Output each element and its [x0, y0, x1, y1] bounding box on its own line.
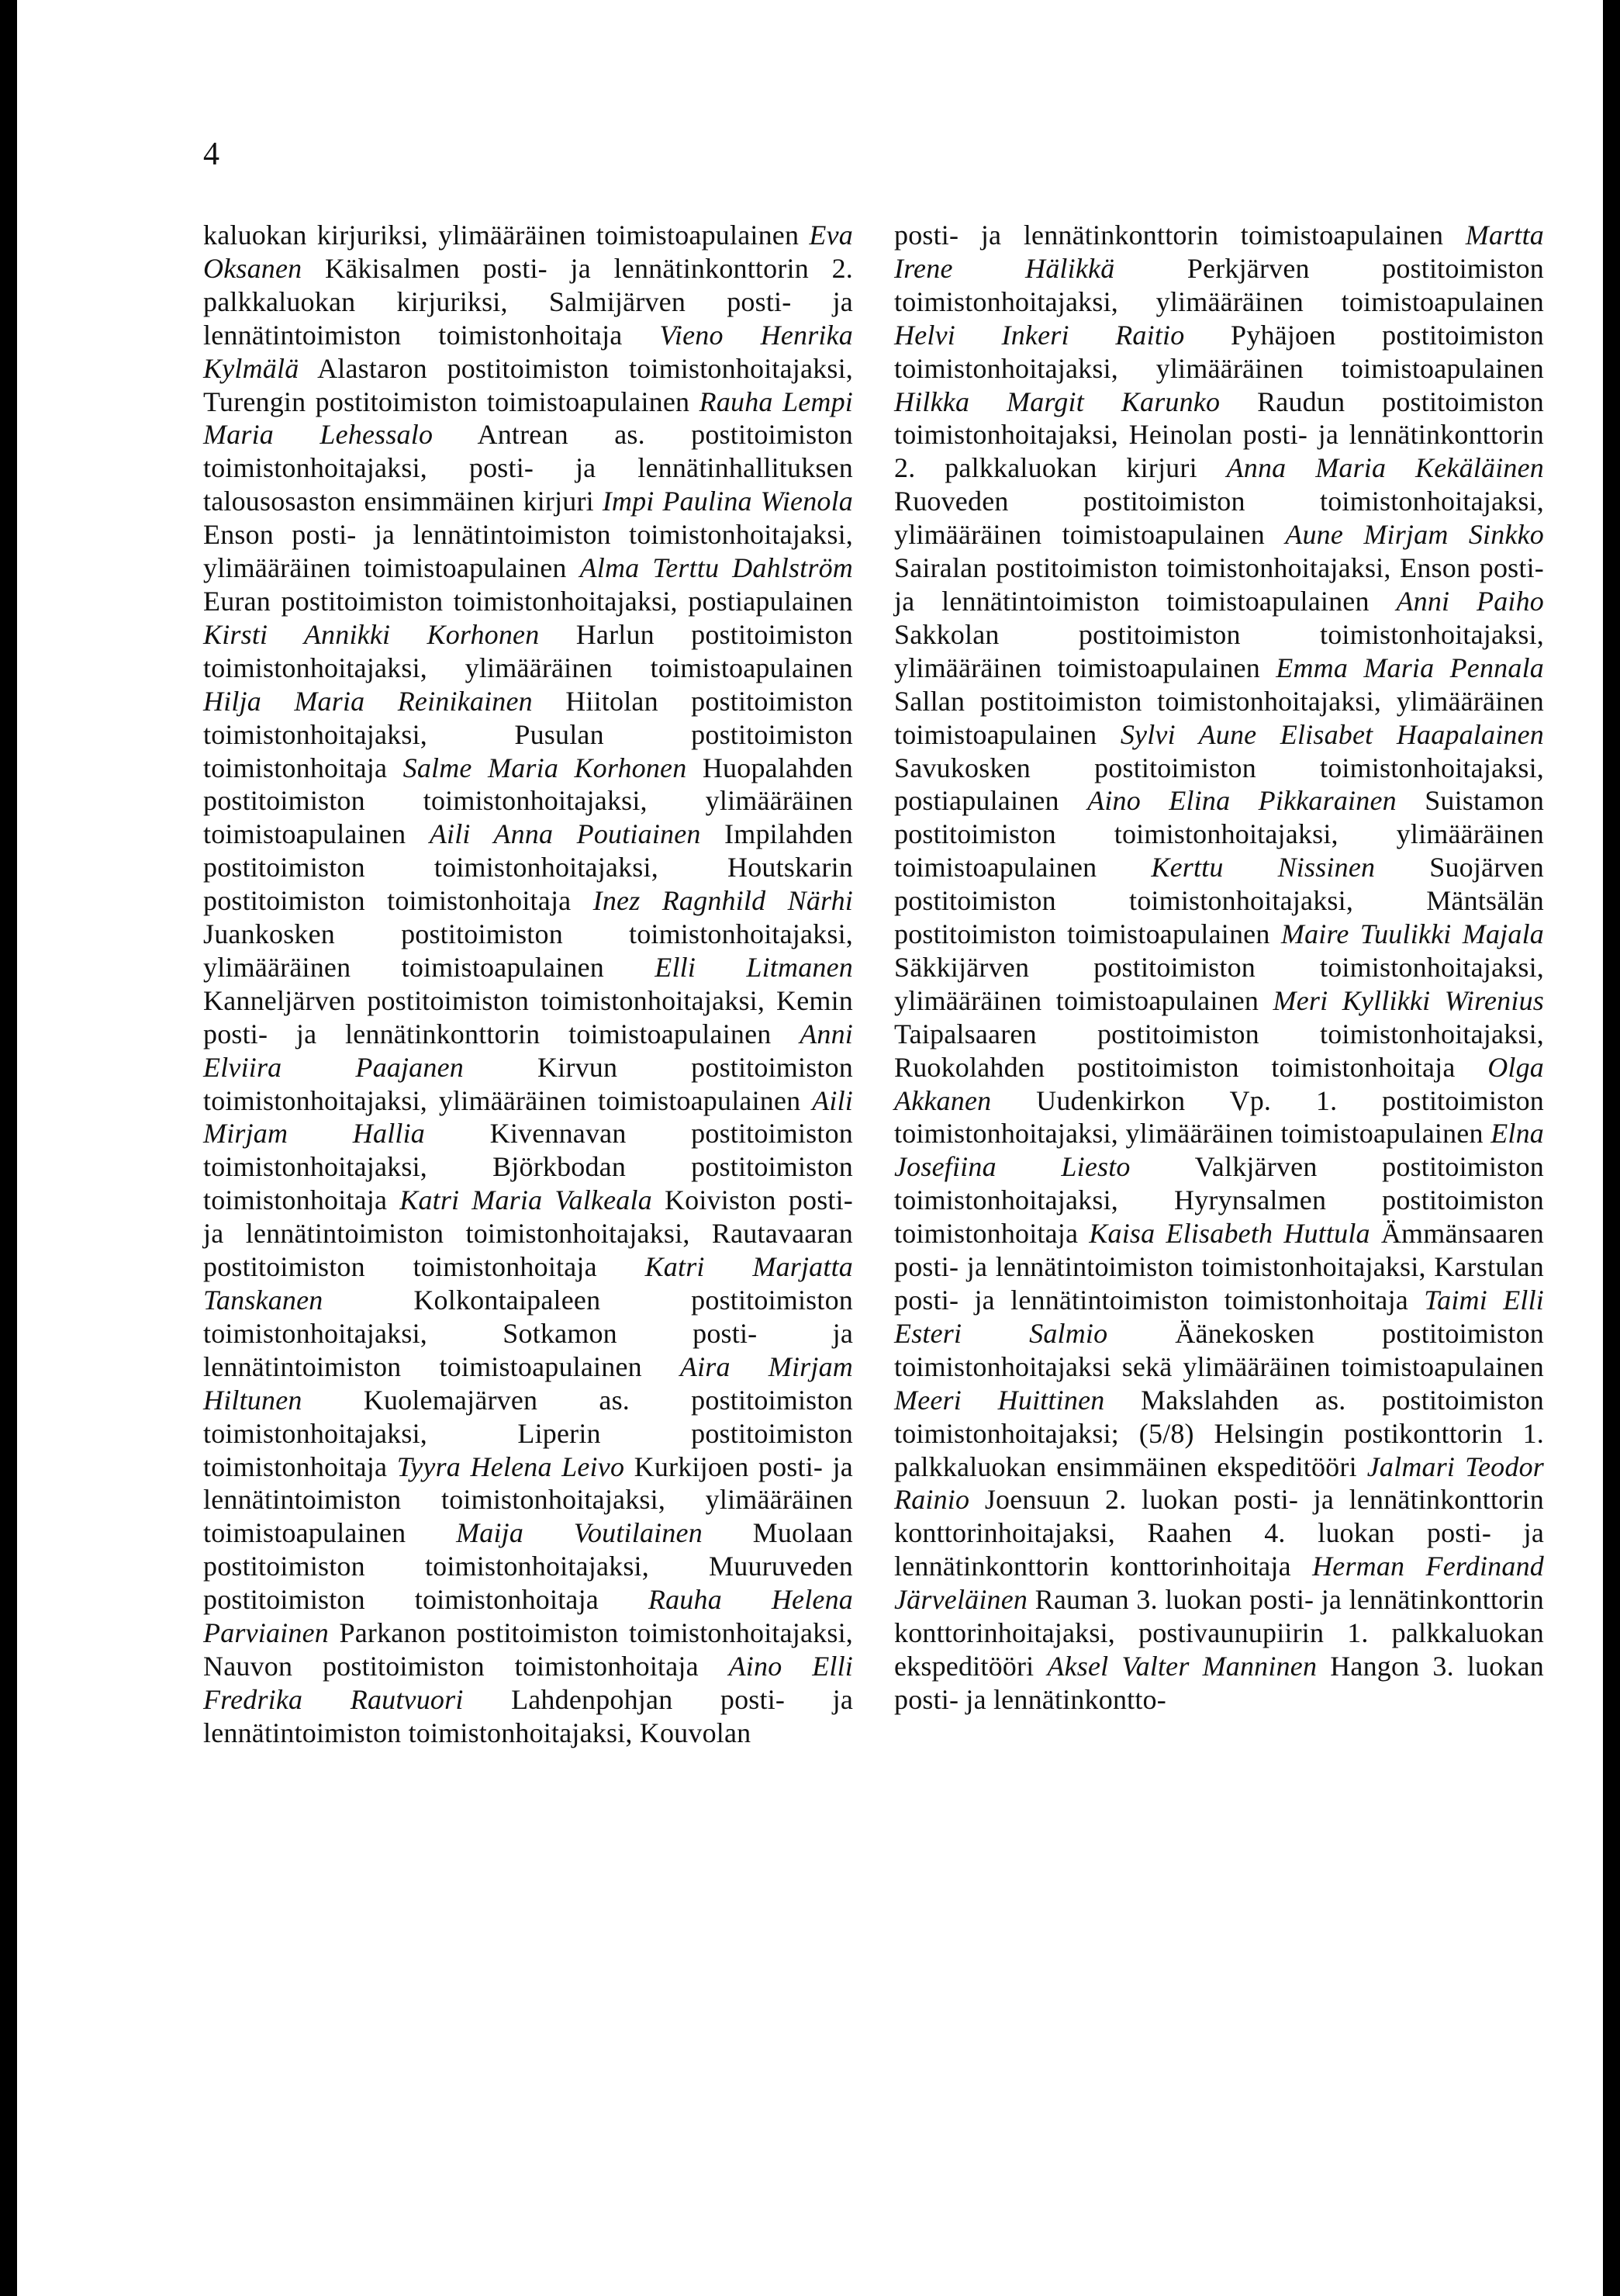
person-name: Aino Elina Pikkarainen	[1087, 785, 1397, 817]
text-run: Ämmänsaaren posti- ja lennätintoimiston toimistonhoitajaksi, Karstulan posti- ja lennätintoimiston toimistonhoitaja	[894, 1218, 1544, 1316]
person-name: Olga Akkanen	[894, 1051, 1544, 1116]
text-column-right	[894, 219, 1544, 1717]
text-run: Valkjärven postitoimiston toimistonhoitajaksi, Hyrynsalmen postitoimiston toimistonhoitaja	[894, 1151, 1544, 1250]
text-run: Muolaan postitoimiston toimistonhoitajaksi, Muuruveden postitoimiston toimistonhoitaja	[203, 1517, 853, 1616]
text-run: Pyhäjoen postitoimiston toimistonhoitajaksi, ylimääräinen toimistoapulainen	[894, 319, 1544, 384]
person-name: Tyyra Helena Leivo	[396, 1451, 625, 1482]
text-run: Antrean as. postitoimiston toimistonhoitajaksi, posti- ja lennätinhallituksen talousosaston ensimmäinen kirjuri	[203, 419, 853, 517]
person-name: Aili Anna Poutiainen	[429, 818, 701, 850]
person-name: Herman Ferdinand Järveläinen	[894, 1551, 1544, 1616]
person-name: Emma Maria Pennala	[1276, 652, 1544, 683]
person-name: Jalmari Teodor Rainio	[894, 1451, 1544, 1516]
text-run: Kivennavan postitoimiston toimistonhoitajaksi, Björkbodan postitoimiston toimistonhoitaja	[203, 1118, 853, 1216]
person-name: Eva Oksanen	[203, 220, 853, 284]
text-run: Makslahden as. postitoimiston toimistonhoitajaksi; (5/8) Helsingin postikonttorin 1. palkkaluokan ensimmäinen ekspeditööri	[894, 1384, 1544, 1482]
text-run: Rauman 3. luokan posti- ja lennätinkonttorin konttorinhoitajaksi, postivaunupiirin 1. palkkaluokan ekspeditööri	[894, 1584, 1544, 1682]
page-edge-right	[1603, 0, 1620, 2296]
person-name: Impi Paulina Wienola	[602, 486, 854, 517]
person-name: Martta Irene Hälikkä	[894, 220, 1544, 284]
person-name: Rauha Helena Parviainen	[203, 1584, 853, 1649]
text-run: Euran postitoimiston toimistonhoitajaksi, postiapulainen	[203, 585, 853, 617]
text-run: Perkjärven postitoimiston toimistonhoitajaksi, ylimääräinen toimistoapulainen	[894, 252, 1545, 317]
person-name: Hilja Maria Reinikainen	[203, 685, 533, 717]
person-name: Alma Terttu Dahlström	[579, 552, 853, 584]
text-run: Äänekosken postitoimiston toimistonhoitajaksi sekä ylimääräinen toimistoapulainen	[894, 1317, 1544, 1382]
text-run: Ruoveden postitoimiston toimistonhoitajaksi, ylimääräinen toimistoapulainen	[894, 486, 1544, 551]
text-run: Savukosken postitoimiston toimistonhoitajaksi, postiapulainen	[894, 752, 1544, 817]
text-run: posti- ja lennätinkonttorin toimistoapulainen	[894, 220, 1466, 251]
person-name: Kirsti Annikki Korhonen	[203, 618, 540, 650]
person-name: Vieno Henrika Kylmälä	[203, 319, 853, 384]
text-run: Suojärven postitoimiston toimistonhoitajaksi, Mäntsälän postitoimiston toimistoapulainen	[894, 852, 1544, 950]
text-run: Taipalsaaren postitoimiston toimistonhoitajaksi, Ruokolahden postitoimiston toimistonhoitaja	[894, 1018, 1544, 1083]
text-run: Huopalahden postitoimiston toimistonhoitajaksi, ylimääräinen toimistoapulainen	[203, 752, 853, 850]
text-run: Suistamon postitoimiston toimistonhoitajaksi, ylimääräinen toimistoapulainen	[894, 785, 1545, 883]
person-name: Anni Elviira Paajanen	[203, 1018, 853, 1083]
person-name: Katri Maria Valkeala	[399, 1184, 652, 1216]
text-run: Sairalan postitoimiston toimistonhoitajaksi, Enson posti- ja lennätintoimiston toimistoapulainen	[894, 552, 1544, 617]
text-run: Uudenkirkon Vp. 1. postitoimiston toimistonhoitajaksi, ylimääräinen toimistoapulainen	[894, 1084, 1544, 1150]
text-run: Sallan postitoimiston toimistonhoitajaksi, ylimääräinen toimistoapulainen	[894, 685, 1544, 750]
person-name: Katri Marjatta Tanskanen	[203, 1251, 853, 1316]
person-name: Aira Mirjam Hiltunen	[203, 1350, 853, 1416]
text-run: kaluokan kirjuriksi, ylimääräinen toimistoapulainen	[203, 220, 810, 251]
text-run: Joensuun 2. luokan posti- ja lennätinkonttorin konttorinhoitajaksi, Raahen 4. luokan posti- ja lennätinkonttorin konttorinhoitaja	[894, 1484, 1544, 1582]
page-edge-left	[0, 0, 17, 2296]
text-run: Hangon 3. luokan posti- ja lennätinkontto-	[894, 1650, 1545, 1715]
text-run: Enson posti- ja lennätintoimiston toimistonhoitajaksi, ylimääräinen toimistoapulainen	[203, 519, 853, 584]
person-name: Meeri Huittinen	[894, 1384, 1105, 1416]
person-name: Anni Paiho	[1396, 585, 1544, 617]
person-name: Inez Ragnhild Närhi	[592, 885, 853, 917]
text-run: Harlun postitoimiston toimistonhoitajaksi, ylimääräinen toimistoapulainen	[203, 618, 853, 683]
person-name: Aili Mirjam Hallia	[203, 1084, 853, 1150]
person-name: Anna Maria Kekäläinen	[1226, 452, 1544, 484]
person-name: Meri Kyllikki Wirenius	[1273, 984, 1544, 1016]
person-name: Rauha Lempi Maria Lehessalo	[203, 386, 853, 451]
text-run: Kuolemajärven as. postitoimiston toimistonhoitajaksi, Liperin postitoimiston toimistonhoitaja	[203, 1384, 853, 1482]
text-run: Raudun postitoimiston toimistonhoitajaksi, Heinolan posti- ja lennätinkonttorin 2. palkkaluokan kirjuri	[894, 386, 1544, 484]
person-name: Elli Litmanen	[655, 951, 853, 983]
page-number: 4	[203, 137, 219, 172]
text-run: Kurkijoen posti- ja lennätintoimiston toimistonhoitajaksi, ylimääräinen toimistoapulainen	[203, 1451, 853, 1549]
person-name: Elna Josefiina Liesto	[894, 1118, 1544, 1183]
person-name: Maija Voutilainen	[456, 1517, 703, 1549]
person-name: Aune Mirjam Sinkko	[1285, 519, 1544, 551]
person-name: Taimi Elli Esteri Salmio	[894, 1285, 1544, 1349]
person-name: Hilkka Margit Karunko	[894, 386, 1221, 417]
text-run: Hiitolan postitoimiston toimistonhoitajaksi, Pusulan postitoimiston toimistonhoitaja	[203, 685, 853, 783]
person-name: Kerttu Nissinen	[1151, 852, 1376, 883]
text-run: Käkisalmen posti- ja lennätinkonttorin 2. palkkaluokan kirjuriksi, Salmijärven posti- ja lennätintoimiston toimistonhoitaja	[203, 252, 853, 351]
text-run: Parkanon postitoimiston toimistonhoitajaksi, Nauvon postitoimiston toimistonhoitaja	[203, 1617, 853, 1682]
person-name: Maire Tuulikki Majala	[1280, 918, 1544, 950]
person-name: Aino Elli Fredrika Rautvuori	[203, 1650, 853, 1715]
text-run: Säkkijärven postitoimiston toimistonhoitajaksi, ylimääräinen toimistoapulainen	[894, 951, 1544, 1016]
person-name: Helvi Inkeri Raitio	[894, 319, 1185, 351]
person-name: Salme Maria Korhonen	[402, 752, 687, 783]
text-run: Kanneljärven postitoimiston toimistonhoitajaksi, Kemin posti- ja lennätinkonttorin toimistoapulainen	[203, 984, 853, 1049]
person-name: Kaisa Elisabeth Huttula	[1089, 1218, 1370, 1250]
text-run: Lahdenpohjan posti- ja lennätintoimiston toimistonhoitajaksi, Kouvolan	[203, 1683, 854, 1748]
person-name: Sylvi Aune Elisabet Haapalainen	[1120, 718, 1544, 750]
text-run: Koiviston posti- ja lennätintoimiston toimistonhoitajaksi, Rautavaaran postitoimiston toimistonhoitaja	[203, 1184, 853, 1283]
person-name: Aksel Valter Manninen	[1047, 1650, 1318, 1682]
text-run: Sakkolan postitoimiston toimistonhoitajaksi, ylimääräinen toimistoapulainen	[894, 618, 1544, 683]
text-run: Alastaron postitoimiston toimistonhoitajaksi, Turengin postitoimiston toimistoapulainen	[203, 352, 853, 417]
text-run: Kirvun postitoimiston toimistonhoitajaksi, ylimääräinen toimistoapulainen	[203, 1051, 854, 1116]
text-run: Impilahden postitoimiston toimistonhoitajaksi, Houtskarin postitoimiston toimistonhoitaja	[203, 818, 854, 917]
text-column-left	[203, 219, 853, 1750]
text-run: Kolkontaipaleen postitoimiston toimistonhoitajaksi, Sotkamon posti- ja lennätintoimiston toimistoapulainen	[203, 1285, 853, 1382]
text-run: Juankosken postitoimiston toimistonhoitajaksi, ylimääräinen toimistoapulainen	[203, 918, 853, 983]
